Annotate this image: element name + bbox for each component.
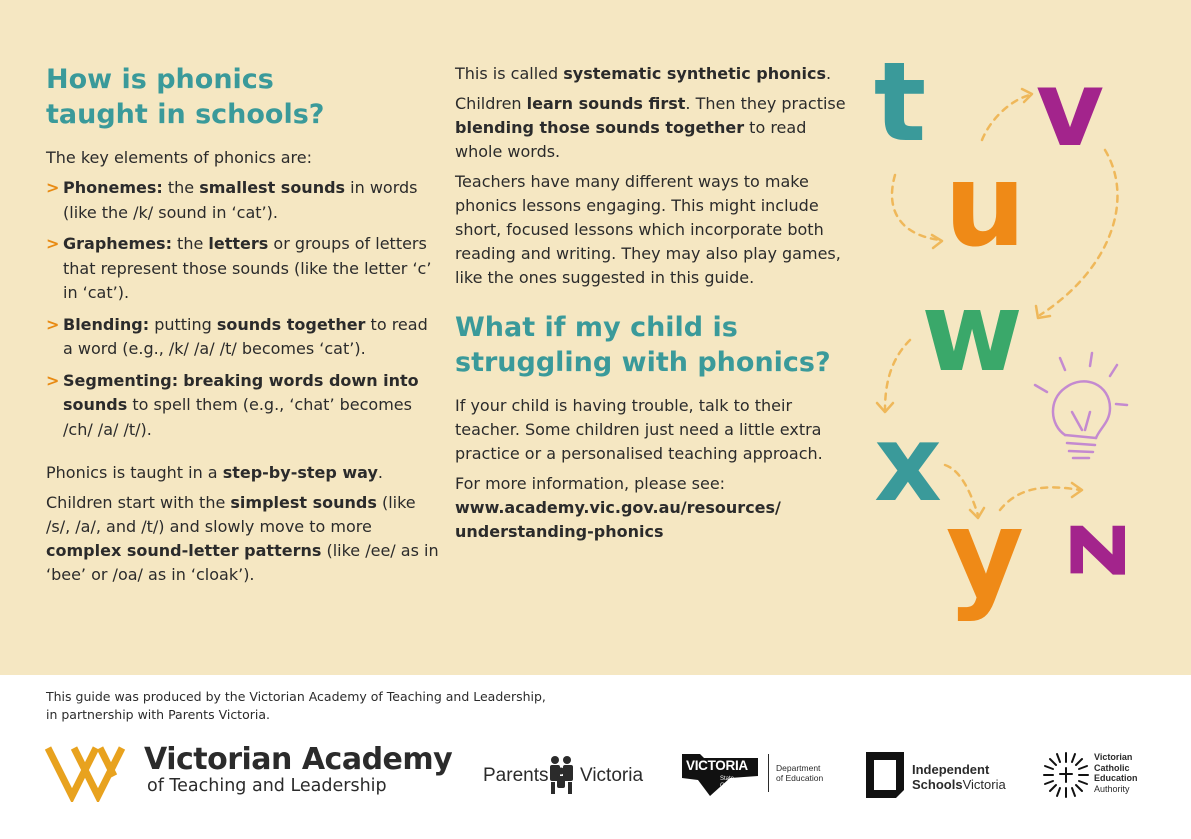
heading-line-1: How is phonics bbox=[46, 64, 274, 95]
step-by-step-paragraph: Phonics is taught in a step-by-step way. bbox=[46, 463, 383, 482]
vic-department: Department of Education bbox=[776, 763, 824, 783]
learn-sounds-paragraph: Children learn sounds first. Then they practise blending those sounds together to read whole words. bbox=[455, 94, 846, 161]
vcea-logo bbox=[1042, 748, 1182, 803]
letter-w: w bbox=[921, 268, 1023, 396]
letter-t: t bbox=[873, 40, 927, 166]
vic-divider bbox=[768, 754, 769, 792]
letter-z: z bbox=[1032, 520, 1149, 580]
pv-right-text: Victoria bbox=[580, 765, 644, 786]
isv-text: Independent SchoolsVictoria bbox=[912, 762, 1006, 792]
heading-line-2: struggling with phonics? bbox=[455, 347, 831, 378]
family-icon bbox=[547, 755, 577, 795]
heading-line-1: What if my child is bbox=[455, 312, 738, 343]
systematic-paragraph: This is called systematic synthetic phonics. bbox=[455, 64, 832, 83]
attribution-note: This guide was produced by the Victorian Academy of Teaching and Leadership, in partnership with Parents Victoria. bbox=[46, 689, 546, 722]
pv-left-text: Parents bbox=[483, 765, 549, 786]
list-item-phonemes: > Phonemes: the smallest sounds in words (like the /k/ sound in ‘cat’). bbox=[46, 176, 441, 225]
teachers-paragraph: Teachers have many different ways to make phonics lessons engaging. This might include short, focused lessons which incorporate both reading and writing. They may also play games, like the ones suggested in this guide. bbox=[455, 172, 841, 287]
isv-mark-icon bbox=[866, 752, 904, 798]
dashed-arrow-t-u bbox=[892, 175, 940, 240]
vcea-sunburst-icon bbox=[1042, 750, 1090, 800]
vcea-text: Victorian Catholic Education Authority bbox=[1094, 752, 1138, 794]
heading-line-2: taught in schools? bbox=[46, 99, 325, 130]
dashed-arrow-v-w bbox=[1040, 150, 1117, 315]
heading-how-taught bbox=[46, 62, 441, 132]
more-info-text: For more information, please see: bbox=[455, 474, 726, 493]
victoria-government-logo bbox=[680, 750, 835, 800]
independent-schools-victoria-logo bbox=[866, 750, 1016, 800]
parents-victoria-logo bbox=[483, 755, 648, 795]
list-item-graphemes: > Graphemes: the letters or groups of letters that represent those sounds (like the letter ‘c’ in ‘cat’). bbox=[46, 232, 441, 306]
dashed-arrow-w-x bbox=[885, 340, 910, 410]
vat-name: Victorian Academy bbox=[144, 742, 453, 777]
key-elements-list bbox=[46, 176, 441, 442]
left-column bbox=[46, 62, 441, 593]
vat-subtitle: of Teaching and Leadership bbox=[147, 776, 387, 796]
heading-struggling bbox=[455, 310, 850, 380]
letter-u: u bbox=[944, 139, 1026, 273]
letter-x: x bbox=[874, 403, 942, 525]
vat-mark-icon bbox=[44, 742, 139, 802]
letter-y: y bbox=[945, 485, 1025, 624]
vic-state-gov: State Government bbox=[720, 776, 754, 789]
letters-illustration bbox=[860, 40, 1160, 660]
victorian-academy-logo bbox=[44, 742, 453, 802]
list-item-blending: > Blending: putting sounds together to read a word (e.g., /k/ /a/ /t/ becomes ‘cat’). bbox=[46, 313, 441, 362]
progression-paragraph: Children start with the simplest sounds (like /s/, /a/, and /t/) and slowly move to more complex sound-letter patterns (like /ee/ as in ‘bee’ or /oa/ as in ‘cloak’). bbox=[46, 493, 439, 584]
letter-v: v bbox=[1035, 48, 1105, 170]
right-column bbox=[455, 62, 850, 550]
list-item-segmenting: > Segmenting: breaking words down into sounds to spell them (e.g., ‘chat’ becomes /ch/ /a/ /t/). bbox=[46, 369, 441, 443]
resource-link[interactable]: www.academy.vic.gov.au/resources/ understanding-phonics bbox=[455, 498, 781, 541]
trouble-paragraph: If your child is having trouble, talk to their teacher. Some children just need a little extra practice or a personalised teaching approach. bbox=[455, 396, 823, 463]
vic-wordmark: VICTORIA bbox=[686, 758, 748, 773]
lightbulb-icon bbox=[1035, 353, 1127, 458]
intro-text: The key elements of phonics are: bbox=[46, 148, 312, 167]
letter-z-group bbox=[1032, 521, 1149, 579]
